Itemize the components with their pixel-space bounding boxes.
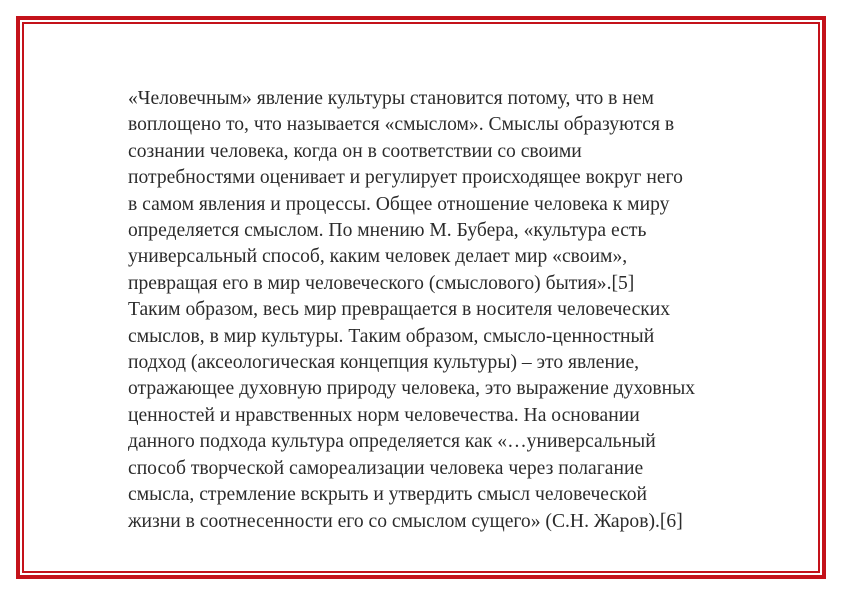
body-text bbox=[128, 86, 768, 535]
text-line: ценностей и нравственных норм человечества. На основании bbox=[128, 404, 640, 426]
text-line: в самом явления и процессы. Общее отношение человека к миру bbox=[128, 193, 670, 215]
text-line: данного подхода культура определяется как «…универсальный bbox=[128, 431, 656, 453]
text-line: отражающее духовную природу человека, это выражение духовных bbox=[128, 378, 696, 400]
text-line: способ творческой самореализации человека через полагание bbox=[128, 457, 644, 479]
text-line: жизни в соотнесенности его со смыслом сущего» (С.Н. Жаров).[6] bbox=[128, 510, 683, 532]
text-line: потребностями оценивает и регулирует происходящее вокруг него bbox=[128, 167, 683, 189]
text-line: подход (аксеологическая концепция культуры) – это явление, bbox=[128, 352, 640, 374]
text-line: воплощено то, что называется «смыслом». Смыслы образуются в bbox=[128, 114, 675, 136]
text-line: универсальный способ, каким человек делает мир «своим», bbox=[128, 246, 628, 268]
text-line: «Человечным» явление культуры становится потому, что в нем bbox=[128, 88, 654, 109]
text-line: смысла, стремление вскрыть и утвердить смысл человеческой bbox=[128, 484, 647, 506]
text-line: определяется смыслом. По мнению М. Бубера, «культура есть bbox=[128, 220, 647, 242]
text-line: сознании человека, когда он в соответствии со своими bbox=[128, 140, 582, 162]
text-line: Таким образом, весь мир превращается в носителя человеческих bbox=[128, 299, 671, 321]
text-line: превращая его в мир человеческого (смыслового) бытия».[5] bbox=[128, 272, 635, 294]
text-line: смыслов, в мир культуры. Таким образом, смысло-ценностный bbox=[128, 325, 655, 347]
